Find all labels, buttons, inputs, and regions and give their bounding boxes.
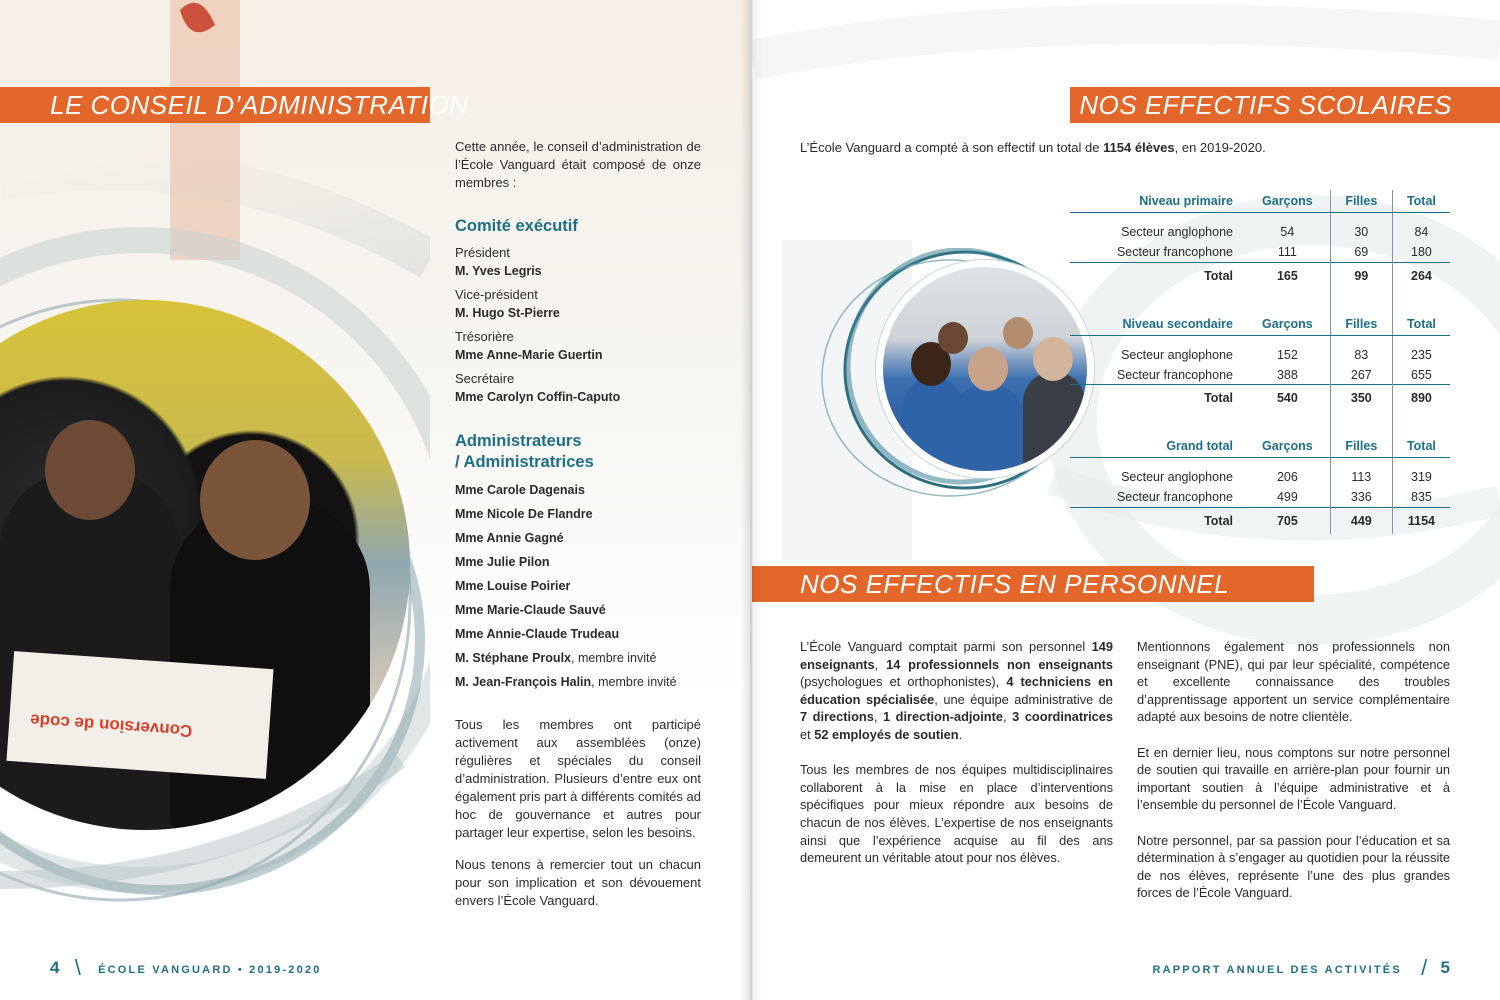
table-header-row [1070, 190, 1450, 213]
list-item [455, 622, 701, 646]
column-header: Filles [1330, 313, 1392, 336]
table-row [1070, 335, 1450, 366]
member-note: , membre invité [571, 651, 657, 665]
section-banner-conseil: LE CONSEIL D’ADMINISTRATION [0, 87, 430, 123]
table-row [1070, 243, 1450, 262]
member-name: Mme Carolyn Coffin-Caputo [455, 390, 621, 404]
intro-text: L’École Vanguard a compté à son effectif un total de [800, 140, 1104, 155]
table-row [1070, 213, 1450, 244]
table-cell: 152 [1276, 347, 1298, 362]
column-header: Total [1392, 313, 1450, 336]
board-paragraph: Tous les membres ont participé activement aux assemblées (onze) régulières et spéciales du conseil d’administration. Plusieurs d’entre eux ont également pris part à différents comités ad hoc de gouvernance et autres pour partager leur expertise, selon les besoins. [455, 717, 701, 840]
table-total-row [1070, 385, 1450, 412]
staff-highlight: 4 techniciens en éducation spécialisée [800, 674, 1114, 707]
table-row [1070, 488, 1450, 507]
table-cell: 264 [1392, 262, 1450, 289]
member-name: Mme Louise Poirier [455, 579, 571, 593]
table-cell: 99 [1330, 262, 1392, 289]
student-head [968, 347, 1008, 391]
student-head [938, 322, 968, 354]
table-cell: 54 [1280, 225, 1295, 239]
table-cell: 540 [1245, 385, 1330, 412]
footer-text: RAPPORT ANNUEL DES ACTIVITÉS [1152, 964, 1402, 976]
page-number: 4 [50, 958, 60, 977]
students-photo-ring [810, 248, 1060, 498]
staff-text: et [800, 726, 815, 742]
member-name: M. Yves Legris [455, 264, 542, 278]
table-cell: 890 [1392, 385, 1450, 412]
table-section-title: Niveau primaire [1070, 190, 1245, 213]
student-head [200, 440, 310, 560]
administrators-heading-line: / Administratrices [455, 453, 594, 471]
board-paragraph: Nous tenons à remercier tout un chacun pour son implication et son dévouement envers l’École Vanguard. [455, 857, 701, 908]
table-cell: 30 [1330, 213, 1392, 244]
staff-paragraph: Et en dernier lieu, nous comptons sur notre personnel de soutien qui travaille en arrière-plan pour fournir un important soutien à l’équipe administrative et à l’ensemble du personnel de l’École Vanguard. [1137, 744, 1450, 813]
enrollment-intro [800, 138, 1440, 158]
table-section-title: Niveau secondaire [1070, 313, 1245, 336]
footer-right [1152, 953, 1450, 979]
table-header-row [1070, 435, 1450, 458]
table-cell: 113 [1330, 458, 1392, 489]
board-intro: Cette année, le conseil d’administration de l’École Vanguard était composé de onze membres : [455, 139, 701, 190]
footer-left [50, 953, 322, 979]
table-cell: 235 [1392, 335, 1450, 366]
student-figure [0, 470, 180, 830]
table-cell: 655 [1392, 366, 1450, 385]
staff-highlight: 1 direction-adjointe [882, 709, 1004, 725]
table-cell: 83 [1330, 335, 1392, 366]
staff-column-1 [800, 638, 1113, 884]
executive-item [455, 328, 701, 364]
row-label: Total [1070, 507, 1245, 534]
footer-divider: \ [74, 955, 81, 980]
staff-paragraph [800, 638, 1113, 744]
board-column [455, 138, 701, 910]
row-label: Secteur francophone [1116, 367, 1233, 382]
student-head [1033, 337, 1073, 381]
member-name: M. Jean-François Halin [455, 675, 592, 689]
table-total-row [1070, 262, 1450, 289]
administrators-list [455, 478, 701, 694]
executive-heading: Comité exécutif [455, 217, 578, 235]
executive-item [455, 286, 701, 322]
table-row [1070, 366, 1450, 385]
intro-highlight: 1154 élèves [1103, 140, 1175, 155]
executive-list [455, 244, 701, 406]
table-cell: 84 [1392, 213, 1450, 244]
table-cell: 165 [1245, 262, 1330, 289]
staff-paragraph: Notre personnel, par sa passion pour l’éducation et sa détermination à s’engager au quotidien pour la réussite de nos élèves, représente l’une des plus grandes forces de l’École Vanguard. [1137, 832, 1450, 901]
list-item [455, 670, 701, 694]
administrators-heading [455, 431, 701, 473]
member-note: , membre invité [591, 675, 677, 689]
student-figure [953, 385, 1023, 478]
column-header: Garçons [1245, 190, 1330, 213]
footer-divider: / [1421, 955, 1428, 980]
member-name: Mme Annie Gagné [455, 531, 564, 545]
staff-highlight: 52 employés de soutien [814, 726, 959, 742]
administrators-heading-line: Administrateurs [455, 432, 582, 450]
member-name: Mme Nicole De Flandre [455, 507, 593, 521]
list-item [455, 478, 701, 502]
row-label: Total [1070, 385, 1245, 412]
table-cell: 705 [1245, 507, 1330, 534]
staff-text: , une équipe administrative de [934, 691, 1114, 707]
list-item [455, 574, 701, 598]
role-label: Vice-président [455, 287, 538, 302]
member-name: Mme Marie-Claude Sauvé [455, 603, 606, 617]
table-cell: 267 [1330, 366, 1392, 385]
table-cell: 111 [1277, 245, 1297, 259]
table-cell: 319 [1392, 458, 1450, 489]
table-cell: 350 [1330, 385, 1392, 412]
staff-text: . [958, 726, 963, 742]
member-name: Mme Julie Pilon [455, 555, 550, 569]
list-item [455, 502, 701, 526]
staff-column-2 [1137, 638, 1450, 920]
student-head [1003, 317, 1033, 349]
intro-text: , en 2019-2020. [1174, 140, 1266, 155]
executive-item [455, 370, 701, 406]
staff-text: L’École Vanguard comptait parmi son personnel [800, 639, 1092, 654]
table-row [1070, 458, 1450, 489]
role-label: Trésorière [455, 329, 514, 344]
row-label: Secteur francophone [1116, 490, 1233, 504]
list-item [455, 646, 701, 670]
section-banner-effectifs-scolaires: NOS EFFECTIFS SCOLAIRES [1070, 87, 1500, 123]
table-cell: 336 [1330, 488, 1392, 507]
role-label: Président [455, 245, 510, 260]
table-cell: 449 [1330, 507, 1392, 534]
staff-text: , [874, 656, 887, 672]
table-cell: 388 [1276, 367, 1298, 382]
class-photo [876, 260, 1094, 478]
staff-highlight: 149 enseignants [800, 639, 1113, 672]
row-label: Total [1070, 262, 1245, 289]
column-header: Garçons [1245, 313, 1330, 336]
column-header: Total [1392, 435, 1450, 458]
executive-item [455, 244, 701, 280]
column-header: Filles [1330, 435, 1392, 458]
staff-text: , [873, 709, 883, 725]
table-cell: 499 [1276, 490, 1298, 504]
table-total-row [1070, 507, 1450, 534]
enrollment-table [1070, 190, 1450, 534]
staff-paragraph: Mentionnons également nos professionnels non enseignant (PNE), qui par leur spécialité, compétence et excellente connaissance des troubles d’apprentissage apportent un service complémentaire adapté aux besoins de notre clientèle. [1137, 639, 1450, 725]
table-cell: 835 [1392, 488, 1450, 507]
staff-paragraph: Tous les membres de nos équipes multidisciplinaires collaborent à la mise en place d’interventions spécifiques pour mieux répondre aux besoins de chacun de nos élèves. L’expertise de nos enseignants ainsi que l’expérience acquise au fil des ans demeurent un véritable atout pour nos élèves. [800, 762, 1113, 866]
staff-text: , [1003, 709, 1013, 725]
member-name: M. Stéphane Proulx [455, 651, 571, 665]
list-item [455, 526, 701, 550]
row-label: Secteur anglophone [1121, 470, 1233, 484]
table-cell: 206 [1276, 470, 1298, 484]
list-item [455, 598, 701, 622]
list-item [455, 550, 701, 574]
table-cell: 180 [1392, 243, 1450, 262]
page-number: 5 [1440, 958, 1450, 977]
column-header: Garçons [1245, 435, 1330, 458]
role-label: Secrétaire [455, 371, 515, 386]
right-page [752, 0, 1500, 1000]
book-spine [740, 0, 762, 1000]
staff-text: (psychologues et orthophonistes), [800, 674, 1007, 690]
table-spacer [1070, 289, 1450, 313]
table-spacer [1070, 411, 1450, 435]
table-cell: 1154 [1392, 507, 1450, 534]
column-header: Filles [1330, 190, 1392, 213]
worksheet-title: Conversion de code [29, 710, 193, 741]
footer-text: ÉCOLE VANGUARD • 2019-2020 [98, 964, 322, 976]
table-section-title: Grand total [1070, 435, 1245, 458]
staff-highlight: 7 directions [800, 709, 874, 725]
row-label: Secteur anglophone [1121, 225, 1233, 239]
member-name: M. Hugo St-Pierre [455, 306, 560, 320]
row-label: Secteur anglophone [1121, 347, 1233, 362]
student-head [45, 420, 135, 520]
column-header: Total [1392, 190, 1450, 213]
section-banner-effectifs-personnel: NOS EFFECTIFS EN PERSONNEL [752, 566, 1314, 602]
member-name: Mme Carole Dagenais [455, 483, 585, 497]
table-cell: 69 [1330, 243, 1392, 262]
member-name: Mme Annie-Claude Trudeau [455, 627, 620, 641]
row-label: Secteur francophone [1116, 245, 1233, 259]
member-name: Mme Anne-Marie Guertin [455, 348, 603, 362]
staff-highlight: 14 professionnels non enseignants [886, 656, 1113, 672]
table-header-row [1070, 313, 1450, 336]
staff-highlight: 3 coordinatrices [1012, 709, 1114, 725]
